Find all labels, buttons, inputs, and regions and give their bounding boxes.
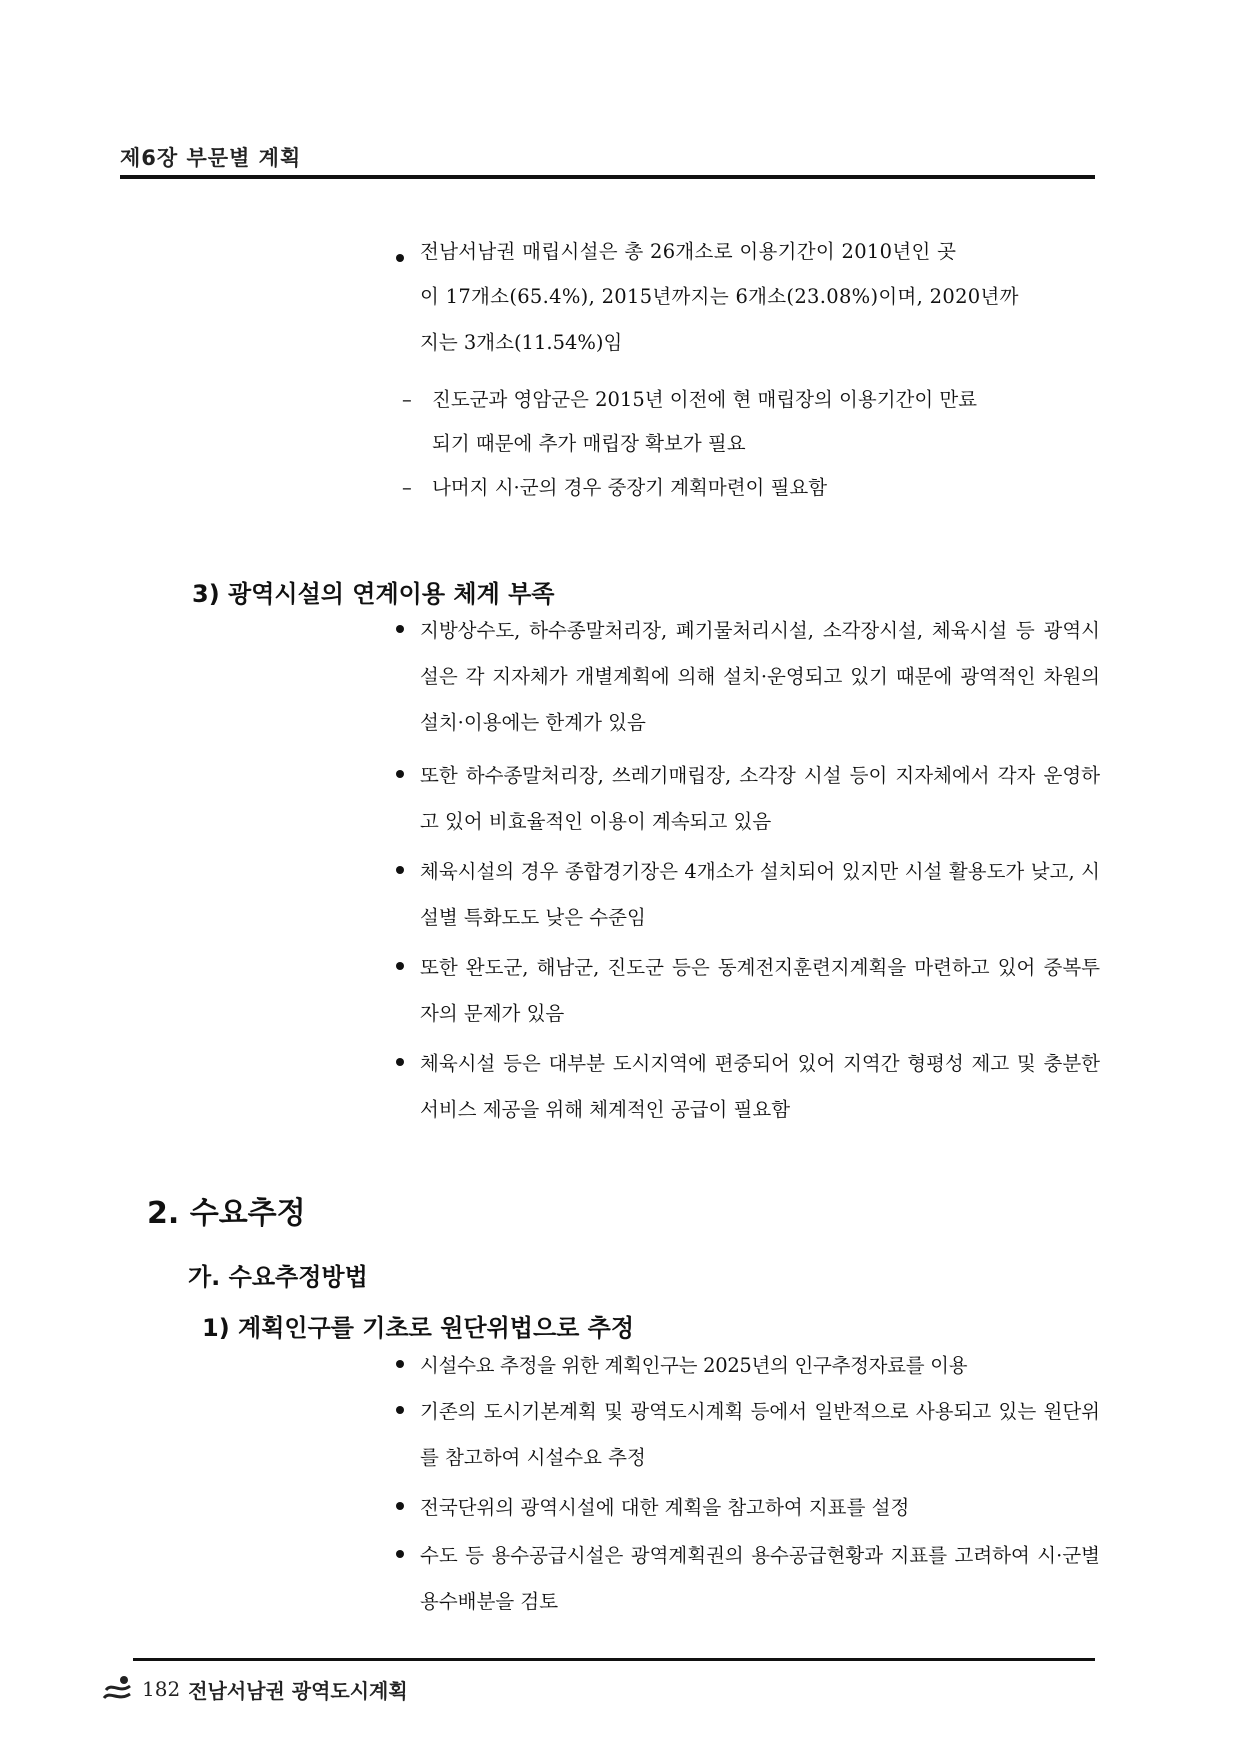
dash-item: – 나머지 시·군의 경우 중장기 계획마련이 필요함 [402,476,828,499]
bullet-item: 전국단위의 광역시설에 대한 계획을 참고하여 지표를 설정 [420,1485,1100,1531]
bullet-icon [396,625,404,633]
page-number: 182 [142,1677,181,1701]
section-heading: 2. 수요추정 [147,1196,306,1231]
page-footer [100,1672,408,1706]
bullet-icon [396,1550,404,1558]
intro-line: 전남서남권 매립시설은 총 26개소로 이용기간이 2010년인 곳 [420,240,957,263]
dash-text: 진도군과 영암군은 2015년 이전에 현 매립장의 이용기간이 만료 [432,388,978,411]
bullet-icon [396,254,404,262]
dash-text: 나머지 시·군의 경우 중장기 계획마련이 필요함 [432,476,828,499]
bullet-icon [396,1502,404,1510]
bullet-icon [396,1406,404,1414]
bullet-item: 수도 등 용수공급시설은 광역계획권의 용수공급현황과 지표를 고려하여 시·군별 용수배분을 검토 [420,1533,1100,1625]
bullet-item: 또한 하수종말처리장, 쓰레기매립장, 소각장 시설 등이 지자체에서 각자 운영하고 있어 비효율적인 이용이 계속되고 있음 [420,753,1100,845]
bullet-item: 체육시설 등은 대부분 도시지역에 편중되어 있어 지역간 형평성 제고 및 충분한 서비스 제공을 위해 체계적인 공급이 필요함 [420,1041,1100,1133]
subsection-heading: 가. 수요추정방법 [188,1263,368,1291]
bullet-item: 또한 완도군, 해남군, 진도군 등은 동계전지훈련지계획을 마련하고 있어 중복투자의 문제가 있음 [420,945,1100,1037]
emblem-icon [100,1672,134,1706]
bullet-icon [396,1058,404,1066]
subsubsection-heading: 1) 계획인구를 기초로 원단위법으로 추정 [202,1314,635,1342]
dash-text: 되기 때문에 추가 매립장 확보가 필요 [432,432,746,455]
bullet-icon [396,962,404,970]
bullet-item: 시설수요 추정을 위한 계획인구는 2025년의 인구추정자료를 이용 [420,1343,1100,1389]
section3-heading: 3) 광역시설의 연계이용 체계 부족 [192,580,555,608]
bullet-icon [396,770,404,778]
dash-item: – 진도군과 영암군은 2015년 이전에 현 매립장의 이용기간이 만료 되기 때문에 추가 매립장 확보가 필요 [402,388,978,455]
header-divider [120,175,1095,179]
chapter-header: 제6장 부문별 계획 [120,146,302,170]
bullet-item: 지방상수도, 하수종말처리장, 폐기물처리시설, 소각장시설, 체육시설 등 광역시설은 각 지자체가 개별계획에 의해 설치·운영되고 있기 때문에 광역적인 차원의 설치·이용에는 한계가 있음 [420,608,1100,746]
bullet-item: 기존의 도시기본계획 및 광역도시계획 등에서 일반적으로 사용되고 있는 원단위를 참고하여 시설수요 추정 [420,1389,1100,1481]
bullet-icon [396,1360,404,1368]
bullet-icon [396,866,404,874]
bullet-item: 체육시설의 경우 종합경기장은 4개소가 설치되어 있지만 시설 활용도가 낮고, 시설별 특화도도 낮은 수준임 [420,849,1100,941]
footer-divider [133,1658,1095,1661]
intro-line: 지는 3개소(11.54%)임 [420,331,623,354]
footer-title: 전남서남권 광역도시계획 [188,1678,408,1703]
intro-line: 이 17개소(65.4%), 2015년까지는 6개소(23.08%)이며, 2020년까 [420,285,1019,308]
